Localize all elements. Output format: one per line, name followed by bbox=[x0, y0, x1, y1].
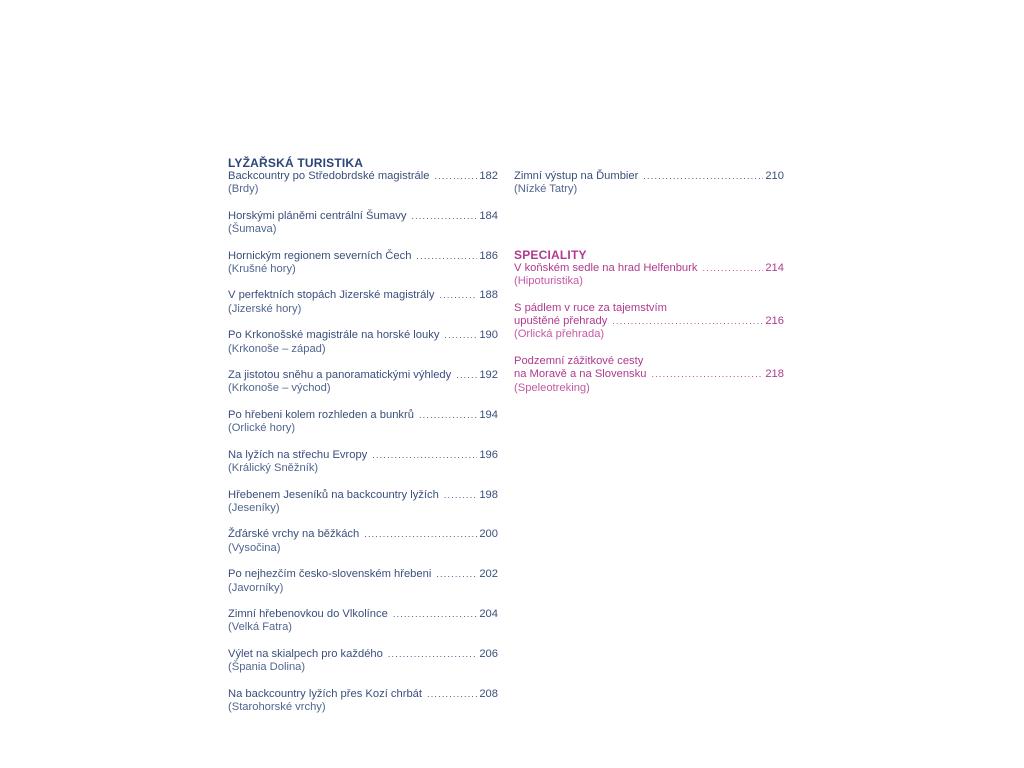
entry-region: (Šumava) bbox=[228, 223, 277, 236]
entry-region: (Krkonoše – východ) bbox=[228, 382, 331, 395]
toc-entry[interactable] bbox=[228, 528, 498, 555]
dot-leader bbox=[372, 449, 477, 462]
entry-region: (Hipoturistika) bbox=[514, 275, 584, 288]
entry-title: Žďárské vrchy na běžkách bbox=[228, 528, 360, 541]
entry-title: Za jistotou sněhu a panoramatickými výhledy bbox=[228, 369, 452, 382]
spacer bbox=[514, 210, 784, 248]
entry-region: (Brdy) bbox=[228, 183, 259, 196]
entry-region: (Špania Dolina) bbox=[228, 661, 306, 674]
entry-title: Zimní hřebenovkou do Vlkolínce bbox=[228, 607, 388, 620]
entry-title: Po nejhezčím česko-slovenském hřebeni bbox=[228, 568, 432, 581]
page-number: 202 bbox=[479, 568, 498, 581]
dot-leader bbox=[444, 329, 477, 342]
page-number: 184 bbox=[479, 209, 498, 222]
entry-region: (Vysočina) bbox=[228, 541, 281, 554]
entry-title: Zimní výstup na Ďumbier bbox=[514, 170, 639, 182]
entry-region: (Speleotreking) bbox=[514, 381, 590, 394]
section-heading-speciality: SPECIALITY bbox=[514, 247, 587, 262]
dot-leader bbox=[411, 210, 477, 223]
toc-entry[interactable] bbox=[228, 329, 498, 356]
toc-entry[interactable] bbox=[228, 409, 498, 436]
entry-region: (Javorníky) bbox=[228, 581, 284, 594]
dot-leader bbox=[393, 608, 478, 621]
toc-entry[interactable] bbox=[228, 648, 498, 675]
toc-entry[interactable] bbox=[228, 369, 498, 396]
entry-title: V perfektních stopách Jizerské magistrály bbox=[228, 289, 435, 302]
toc-entry[interactable] bbox=[228, 489, 498, 516]
dot-leader bbox=[416, 250, 477, 263]
page-number: 194 bbox=[479, 408, 498, 421]
entry-title: Backcountry po Středobrdské magistrále bbox=[228, 170, 430, 182]
toc-right-column bbox=[514, 170, 784, 408]
entry-title: Horskými pláněmi centrální Šumavy bbox=[228, 209, 407, 222]
entry-region: (Králický Sněžník) bbox=[228, 462, 319, 475]
page-number: 218 bbox=[765, 368, 784, 381]
dot-leader bbox=[439, 289, 477, 302]
entry-title: Po Krkonošské magistrále na horské louky bbox=[228, 329, 440, 342]
toc-entry[interactable] bbox=[228, 688, 498, 715]
toc-entry[interactable] bbox=[514, 170, 784, 197]
entry-region: (Krkonoše – západ) bbox=[228, 342, 326, 355]
page-number: 186 bbox=[479, 249, 498, 262]
page-number: 200 bbox=[479, 528, 498, 541]
page-number: 198 bbox=[479, 488, 498, 501]
entry-title: V koňském sedle na hrad Helfenburk bbox=[514, 261, 698, 274]
toc-entry[interactable] bbox=[228, 170, 498, 197]
entry-title: na Moravě a na Slovensku bbox=[514, 368, 647, 381]
entry-title: Po hřebeni kolem rozhleden a bunkrů bbox=[228, 408, 414, 421]
toc-entry[interactable] bbox=[514, 302, 784, 342]
page-number: 188 bbox=[479, 289, 498, 302]
dot-leader bbox=[364, 528, 477, 541]
page-number: 206 bbox=[479, 647, 498, 660]
toc-entry[interactable] bbox=[514, 355, 784, 395]
page-number: 190 bbox=[479, 329, 498, 342]
page-number: 192 bbox=[479, 369, 498, 382]
dot-leader bbox=[388, 648, 477, 661]
entry-title: Výlet na skialpech pro každého bbox=[228, 647, 383, 660]
entry-region: (Krušné hory) bbox=[228, 263, 296, 276]
entry-region: (Jizerské hory) bbox=[228, 302, 302, 315]
entry-region: (Orlické hory) bbox=[228, 422, 296, 435]
dot-leader bbox=[434, 170, 477, 183]
dot-leader bbox=[427, 688, 477, 701]
entry-region: (Starohorské vrchy) bbox=[228, 700, 326, 713]
dot-leader bbox=[612, 315, 763, 328]
entry-title: Na backcountry lyžích přes Kozí chrbát bbox=[228, 687, 423, 700]
page-number: 216 bbox=[765, 315, 784, 328]
entry-title: Hřebenem Jeseníků na backcountry lyžích bbox=[228, 488, 439, 501]
dot-leader bbox=[643, 170, 763, 183]
toc-entry[interactable] bbox=[228, 568, 498, 595]
dot-leader bbox=[651, 368, 763, 381]
toc-left-column bbox=[228, 156, 498, 727]
page-number: 196 bbox=[479, 448, 498, 461]
toc-entry[interactable] bbox=[228, 250, 498, 277]
toc-entry[interactable] bbox=[228, 289, 498, 316]
section-heading-lyzarska-turistika: LYŽAŘSKÁ TURISTIKA bbox=[228, 156, 364, 170]
page-number: 208 bbox=[479, 687, 498, 700]
entry-title: Na lyžích na střechu Evropy bbox=[228, 448, 368, 461]
entry-region: (Velká Fatra) bbox=[228, 621, 293, 634]
entry-title-line: Podzemní zážitkové cesty bbox=[514, 354, 644, 367]
entry-title-line: S pádlem v ruce za tajemstvím bbox=[514, 301, 667, 314]
entry-title: Hornickým regionem severních Čech bbox=[228, 249, 412, 262]
entry-region: (Nízké Tatry) bbox=[514, 183, 578, 196]
toc-entry[interactable] bbox=[228, 210, 498, 237]
toc-entry[interactable] bbox=[228, 449, 498, 476]
entry-region: (Orlická přehrada) bbox=[514, 328, 605, 341]
dot-leader bbox=[702, 262, 763, 275]
page-number: 214 bbox=[765, 261, 784, 274]
dot-leader bbox=[419, 409, 477, 422]
dot-leader bbox=[436, 568, 477, 581]
toc-entry[interactable] bbox=[514, 262, 784, 289]
entry-title: upuštěné přehrady bbox=[514, 315, 608, 328]
dot-leader bbox=[456, 369, 477, 382]
toc-entry[interactable] bbox=[228, 608, 498, 635]
page-number: 182 bbox=[479, 170, 498, 182]
dot-leader bbox=[444, 489, 478, 502]
entry-region: (Jeseníky) bbox=[228, 501, 280, 514]
page-number: 210 bbox=[765, 170, 784, 182]
page-number: 204 bbox=[479, 607, 498, 620]
